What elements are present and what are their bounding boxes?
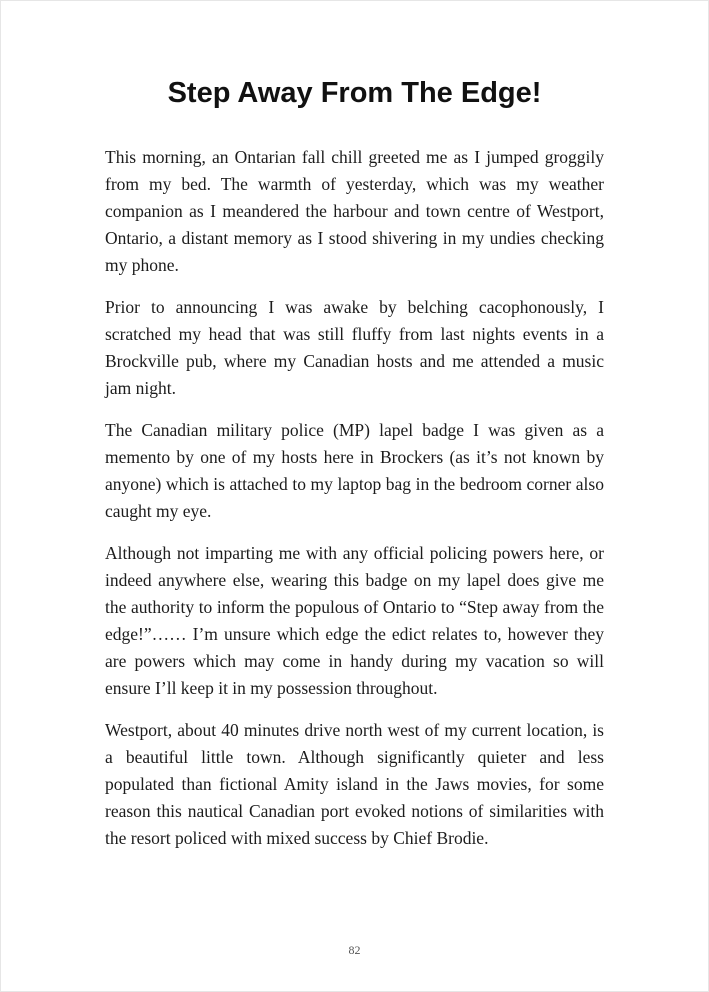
- paragraph: Prior to announcing I was awake by belching cacophonously, I scratched my head that was still fluffy from last nights events in a Brockville pub, where my Canadian hosts and me attended a music jam night.: [105, 297, 604, 398]
- paragraph: Although not imparting me with any official policing powers here, or indeed anywhere else, wearing this badge on my lapel does give me the authority to inform the populous of Ontario to “Step away from the edge!”…… I’m unsure which edge the edict relates to, however they are powers which may come in handy during my vacation so will ensure I’ll keep it in my possession throughout.: [105, 543, 604, 698]
- paragraph: Westport, about 40 minutes drive north west of my current location, is a beautiful little town. Although significantly quieter and less populated than fictional Amity island in the Jaws movies, for some reason this nautical Canadian port evoked notions of similarities with the resort policed with mixed success by Chief Brodie.: [105, 720, 604, 848]
- body-text: [105, 144, 604, 852]
- page-number: 82: [348, 943, 361, 957]
- page-content: [1, 1, 708, 852]
- page-footer: [1, 941, 708, 959]
- page-title: Step Away From The Edge!: [167, 77, 542, 109]
- paragraph: The Canadian military police (MP) lapel badge I was given as a memento by one of my hosts here in Brockers (as it’s not known by anyone) which is attached to my laptop bag in the bedroom corner also caught my eye.: [105, 420, 604, 521]
- paragraph: This morning, an Ontarian fall chill greeted me as I jumped groggily from my bed. The warmth of yesterday, which was my weather companion as I meandered the harbour and town centre of Westport, Ontario, a distant memory as I stood shivering in my undies checking my phone.: [105, 147, 604, 275]
